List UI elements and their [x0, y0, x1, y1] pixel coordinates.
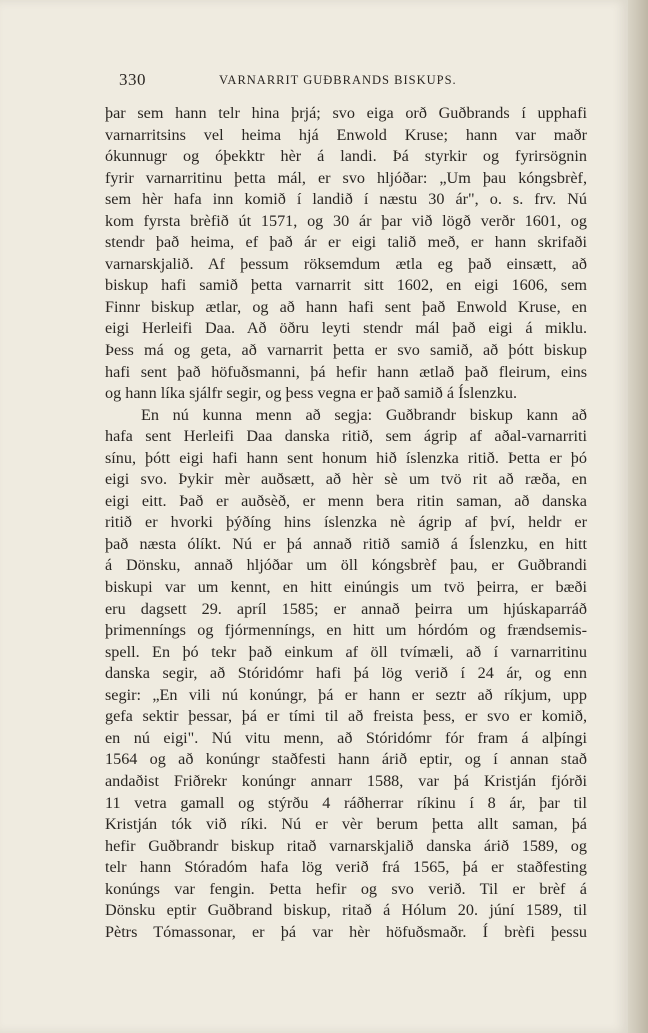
text-line: eru dagsett 29. apríl 1585; er annað þeirra um hjúskaparráð: [105, 599, 587, 618]
text-line: á Dönsku, annað hljóðar um öll kóngsbrèf þau, er Guðbrandi: [105, 556, 587, 575]
page-number: 330: [119, 70, 146, 89]
text-line: segir: „En vili nú konúngr, þá er hann er seztr að ríkjum, upp: [105, 685, 587, 704]
text-line: og hann líka sjálfr segir, og þess vegna er það samið á Íslenzku.: [105, 384, 518, 403]
text-line: hafi sent það höfuðsmanni, þá hefir hann ætlað það fleirum, eins: [105, 362, 587, 381]
text-line: Pètrs Tómassonar, er þá var hèr höfuðsmaðr. Í brèfi þessu: [105, 922, 587, 941]
page-header: [113, 70, 583, 94]
text-line: kom fyrsta brèfið út 1571, og 30 ár þar við lögð verðr 1601, og: [105, 211, 587, 230]
running-head: VARNARRIT GUÐBRANDS BISKUPS.: [219, 73, 457, 87]
text-line: konúngs var fengin. Þetta hefir og svo verið. Til er brèf á: [105, 879, 587, 898]
text-line: fyrir varnarritinu þetta mál, er svo hljóðar: „Um þau kóngsbrèf,: [105, 168, 587, 187]
text-line: hafa sent Herleifi Daa danska ritið, sem ágrip af aðal-varnarriti: [105, 427, 587, 446]
text-line: hefir Guðbrandr biskup ritað varnarskjalið danska árið 1589, og: [105, 836, 587, 855]
text-line: þrimenníngs og fjórmenníngs, en hitt um hórdóm og frændsemis-: [105, 621, 587, 640]
text-line: biskupi var um kennt, en hitt einúngis um tvö þeirra, er bæði: [105, 578, 587, 597]
text-line: Finnr biskup ætlar, og að hann hafi sent það Enwold Kruse, en: [105, 297, 587, 316]
text-line: 1564 og að konúngr staðfesti hann árið eptir, og í annan stað: [105, 750, 587, 769]
text-line: stendr það heima, ef það ár er eigi talið með, er hann skrifaði: [105, 233, 587, 252]
text-line: gefa sektir þessar, þá er tími til að freista þess, er svo er komið,: [105, 707, 587, 726]
text-line: 11 vetra gamall og stýrðu 4 ráðherrar ríkinu í 8 ár, þar til: [105, 793, 587, 812]
text-line: ritið er hvorki þýðíng hins íslenzka nè ágrip af því, heldr er: [105, 513, 587, 532]
text-line: En nú kunna menn að segja: Guðbrandr biskup kann að: [141, 405, 587, 424]
text-line: ókunnugr og óþekktr hèr á landi. Þá styrkir og fyrirsögnin: [105, 147, 587, 166]
text-line: eigi eitt. Það er auðsèð, er menn bera ritin saman, að danska: [105, 491, 587, 510]
text-line: Kristján tók við ríki. Nú er vèr berum þetta allt saman, þá: [105, 815, 587, 834]
text-line: það næsta ólíkt. Nú er þá annað ritið samið á Íslenzku, en hitt: [105, 534, 587, 553]
body-text: [105, 103, 587, 943]
text-line: danska segir, að Stóridómr hafi þá lög verið í 24 ár, og enn: [105, 664, 587, 683]
text-line: telr hann Stóradóm hafa lög verið frá 1565, þá er staðfesting: [105, 858, 587, 877]
text-line: en nú eigi". Nú vitu menn, að Stóridómr fór fram á alþíngi: [105, 728, 587, 747]
text-line: eigi svo. Þykir mèr auðsætt, að hèr sè um tvö rit að ræða, en: [105, 470, 587, 489]
text-line: andaðist Friðrekr konúngr annarr 1588, var þá Kristján fjórði: [105, 771, 587, 790]
text-line: Dönsku eptir Guðbrand biskup, ritað á Hólum 20. júní 1589, til: [105, 901, 587, 920]
text-line: sem hèr hafa inn komið í landið í næstu 30 ár", o. s. frv. Nú: [105, 190, 587, 209]
page-gutter: [628, 0, 648, 1033]
text-line: eigi Herleifi Daa. Að öðru leyti stendr mál það eigi á miklu.: [105, 319, 587, 338]
text-line: spell. En þó tekr það einkum af öll tvímæli, að í varnarritinu: [105, 642, 587, 661]
text-line: biskup hafi samið þetta varnarrit sitt 1602, en eigi 1606, sem: [105, 276, 587, 295]
text-line: sínu, þótt eigi hafi hann sent honum hið íslenzka ritið. Þetta er þó: [105, 448, 587, 467]
text-line: Þess má og geta, að varnarrit þetta er svo samið, að þótt biskup: [105, 341, 587, 360]
text-line: varnarritsins vel heima hjá Enwold Kruse; hann var maðr: [105, 125, 587, 144]
text-line: varnarskjalið. Af þessum röksemdum ætla eg það einsætt, að: [105, 254, 587, 273]
text-line: þar sem hann telr hina þrjá; svo eiga orð Guðbrands í upphafi: [105, 104, 587, 122]
